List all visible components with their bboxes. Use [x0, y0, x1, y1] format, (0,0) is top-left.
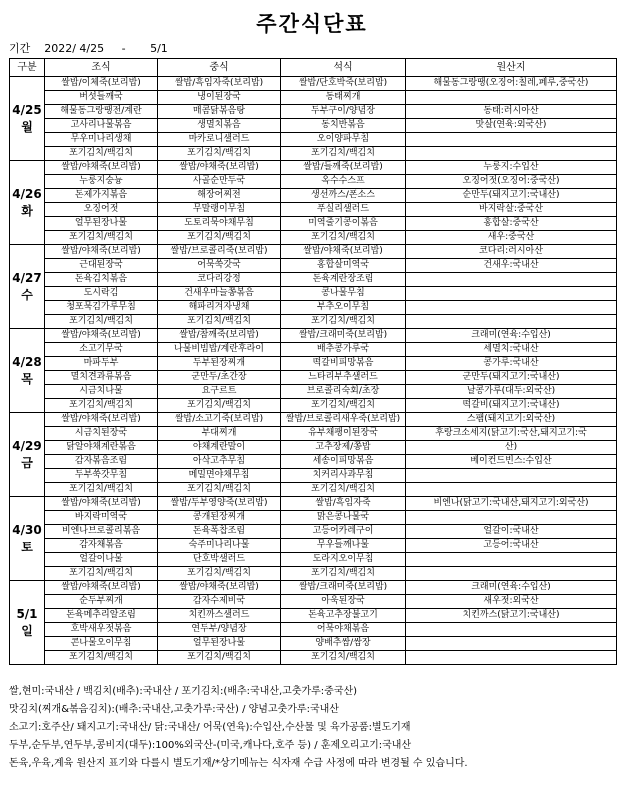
day-cell: [10, 161, 45, 245]
menu-row: [10, 357, 617, 371]
lunch-item: 마카로니샐러드: [158, 133, 281, 147]
dinner-item: 배추콩가루국: [281, 343, 406, 357]
dinner-item: 포기김치/백김치: [281, 483, 406, 497]
day-cell: [10, 581, 45, 665]
origin-item: 바지락살:중국산: [406, 203, 617, 217]
menu-row: [10, 581, 617, 595]
dinner-item: 쌀밥/크래미죽(보리밥): [281, 329, 406, 343]
dinner-item: 동치반볶음: [281, 119, 406, 133]
origin-item: 크래미(연육:수입산): [406, 329, 617, 343]
dinner-item: 양배추쌈/쌈장: [281, 637, 406, 651]
lunch-item: 두부된장찌개: [158, 357, 281, 371]
breakfast-item: 쌀밥/야채죽(보리밥): [45, 245, 158, 259]
day-cell: [10, 329, 45, 413]
origin-item: [406, 567, 617, 581]
breakfast-item: 포기김치/백김치: [45, 147, 158, 161]
dinner-item: 맑은콩나물국: [281, 511, 406, 525]
menu-table: [9, 58, 617, 665]
day-date: 4/30: [12, 522, 42, 537]
breakfast-item: 돈육메추리알조림: [45, 609, 158, 623]
header-dinner: 석식: [281, 59, 406, 77]
origin-item: 해물동그랑땡(오징어:칠레,페루,중국산): [406, 77, 617, 91]
breakfast-item: 근대된장국: [45, 259, 158, 273]
lunch-item: 단호박샐러드: [158, 553, 281, 567]
day-date: 4/28: [12, 354, 42, 369]
dinner-item: 생선까스/폰소스: [281, 189, 406, 203]
breakfast-item: 두부쑥갓무침: [45, 469, 158, 483]
breakfast-item: 고사리나물볶음: [45, 119, 158, 133]
origin-item: 코다리:러시아산: [406, 245, 617, 259]
day-weekday: 일: [21, 623, 33, 638]
dinner-item: 포기김치/백김치: [281, 231, 406, 245]
note-line: 맛김치(찌개&볶음김치):(배추:국내산,고춧가루:국산) / 양념고춧가루:국내산: [9, 704, 339, 715]
day-date: 4/25: [12, 102, 42, 117]
origin-item: [406, 147, 617, 161]
origin-item: 크래미(연육:수입산): [406, 581, 617, 595]
menu-row: [10, 175, 617, 189]
menu-row: [10, 413, 617, 427]
breakfast-item: 비엔나브로콜리볶음: [45, 525, 158, 539]
lunch-item: 쌀밥/참깨죽(보리밥): [158, 329, 281, 343]
dinner-item: 포기김치/백김치: [281, 651, 406, 665]
breakfast-item: 소고기무국: [45, 343, 158, 357]
menu-row: [10, 623, 617, 637]
origin-item: 누룽지:수입산: [406, 161, 617, 175]
breakfast-item: 무우미나리생채: [45, 133, 158, 147]
menu-row: [10, 567, 617, 581]
lunch-item: 해파리겨자냉채: [158, 301, 281, 315]
lunch-item: 포기김치/백김치: [158, 567, 281, 581]
dinner-item: 부추오이무침: [281, 301, 406, 315]
lunch-item: 치킨까스샐러드: [158, 609, 281, 623]
note-line: 두부,순두부,연두부,콩비지(대두):100%외국산-(미국,캐나다,호주 등) / 훈제오리고기:국내산: [9, 740, 412, 751]
menu-row: [10, 385, 617, 399]
page-title: 주간식단표: [256, 12, 368, 36]
breakfast-item: 포기김치/백김치: [45, 315, 158, 329]
menu-row: [10, 343, 617, 357]
breakfast-item: 시금치된장국: [45, 427, 158, 441]
breakfast-item: 포기김치/백김치: [45, 483, 158, 497]
origin-item: 군만두(돼지고기:국내산): [406, 371, 617, 385]
origin-item: 세멸치:국내산: [406, 343, 617, 357]
menu-row: [10, 77, 617, 91]
dinner-item: 쌀밥/단호박죽(보리밥): [281, 77, 406, 91]
day-weekday: 화: [21, 203, 33, 218]
origin-item: 고등어:국내산: [406, 539, 617, 553]
dinner-item: 쌀밥/들깨죽(보리밥): [281, 161, 406, 175]
menu-row: [10, 469, 617, 483]
menu-row: [10, 455, 617, 469]
menu-row: [10, 595, 617, 609]
menu-row: [10, 553, 617, 567]
lunch-item: 냉이된장국: [158, 91, 281, 105]
breakfast-item: 포기김치/백김치: [45, 399, 158, 413]
dinner-item: 무우들깨나물: [281, 539, 406, 553]
header-origin: 원산지: [406, 59, 617, 77]
origin-item: 떡갈비(돼지고기:국내산): [406, 399, 617, 413]
menu-row: [10, 497, 617, 511]
origin-item: 홍합살:중국산: [406, 217, 617, 231]
dinner-item: 고추장제/쫑밥: [281, 441, 406, 455]
origin-item: [406, 623, 617, 637]
menu-row: [10, 483, 617, 497]
lunch-item: 부대찌개: [158, 427, 281, 441]
menu-row: [10, 315, 617, 329]
breakfast-item: 감자채볶음: [45, 539, 158, 553]
menu-row: [10, 259, 617, 273]
origin-item: [406, 301, 617, 315]
menu-row: [10, 427, 617, 441]
dinner-item: 옥수수스프: [281, 175, 406, 189]
day-cell: [10, 497, 45, 581]
day-cell: [10, 413, 45, 497]
menu-row: [10, 273, 617, 287]
header-breakfast: 조식: [45, 59, 158, 77]
breakfast-item: 멸치견과류볶음: [45, 371, 158, 385]
lunch-item: 아삭고추무침: [158, 455, 281, 469]
note-line: 소고기:호주산/ 돼지고기:국내산/ 닭:국내산/ 어묵(연육):수입산,수산물 및 육가공품:별도기재: [9, 722, 411, 733]
header-lunch: 중식: [158, 59, 281, 77]
menu-row: [10, 371, 617, 385]
dinner-item: 아욱된장국: [281, 595, 406, 609]
dinner-item: 포기김치/백김치: [281, 315, 406, 329]
origin-item: 새우젓:외국산: [406, 595, 617, 609]
menu-row: [10, 651, 617, 665]
lunch-item: 쌀밥/야채죽(보리밥): [158, 161, 281, 175]
dinner-item: 콩나물무침: [281, 287, 406, 301]
notes: [9, 683, 616, 773]
dinner-item: 떡갈비피망볶음: [281, 357, 406, 371]
lunch-item: 쌀밥/소고기죽(보리밥): [158, 413, 281, 427]
dinner-item: 동태찌개: [281, 91, 406, 105]
dinner-item: 고등어카레구이: [281, 525, 406, 539]
dinner-item: 푸실리샐러드: [281, 203, 406, 217]
lunch-item: 메밀면야채무침: [158, 469, 281, 483]
origin-item: 베이컨드빈스:수입산: [406, 455, 617, 469]
note-line: 쌀,현미:국내산 / 백김치(배추):국내산 / 포기김치:(배추:국내산,고춧가루:중국산): [9, 686, 358, 697]
breakfast-item: 얼무된장나물: [45, 217, 158, 231]
origin-item: [406, 483, 617, 497]
dinner-item: 쌀밥/야채죽(보리밥): [281, 245, 406, 259]
breakfast-item: 쌀밥/이체죽(보리밥): [45, 77, 158, 91]
dinner-item: 느타리부추샐러드: [281, 371, 406, 385]
breakfast-item: 해물동그랑땡전/계란: [45, 105, 158, 119]
lunch-item: 매콤닭볶음탕: [158, 105, 281, 119]
origin-item: 새우:중국산: [406, 231, 617, 245]
lunch-item: 포기김치/백김치: [158, 651, 281, 665]
dinner-item: 쌀밥/흑임자죽: [281, 497, 406, 511]
origin-item: 동태:러시아산: [406, 105, 617, 119]
dinner-item: 쌀밥/크래미죽(보리밥): [281, 581, 406, 595]
menu-row: [10, 539, 617, 553]
breakfast-item: 마파두부: [45, 357, 158, 371]
menu-row: [10, 189, 617, 203]
lunch-item: 포기김치/백김치: [158, 315, 281, 329]
lunch-item: 나물비빔밥/계란후라이: [158, 343, 281, 357]
menu-row: [10, 161, 617, 175]
breakfast-item: 쌀밥/야채죽(보리밥): [45, 329, 158, 343]
menu-row: [10, 511, 617, 525]
breakfast-item: 쌀밥/야채죽(보리밥): [45, 497, 158, 511]
day-weekday: 목: [21, 371, 33, 386]
dinner-item: 포기김치/백김치: [281, 399, 406, 413]
day-date: 5/1: [16, 606, 38, 621]
lunch-item: 쌀밥/브로콜리죽(보리밥): [158, 245, 281, 259]
dinner-item: 어묵야채볶음: [281, 623, 406, 637]
lunch-item: 생멸치볶음: [158, 119, 281, 133]
dinner-item: 홍합살미역국: [281, 259, 406, 273]
dinner-item: 도라지오이무침: [281, 553, 406, 567]
menu-row: [10, 609, 617, 623]
breakfast-item: 감자볶음조림: [45, 455, 158, 469]
breakfast-item: 콘나물오이무침: [45, 637, 158, 651]
origin-item: [406, 91, 617, 105]
breakfast-item: 호박새우젓볶음: [45, 623, 158, 637]
origin-item: [406, 651, 617, 665]
origin-item: [406, 469, 617, 483]
day-date: 4/29: [12, 438, 42, 453]
dinner-item: 유부채팽이된장국: [281, 427, 406, 441]
breakfast-item: 포기김치/백김치: [45, 651, 158, 665]
day-date: 4/26: [12, 186, 42, 201]
day-weekday: 수: [21, 287, 33, 302]
header-category: 구분: [10, 59, 45, 77]
origin-item: [406, 511, 617, 525]
dinner-item: 브로콜리숙회/초장: [281, 385, 406, 399]
breakfast-item: 포기김치/백김치: [45, 231, 158, 245]
origin-item: [406, 133, 617, 147]
lunch-item: 콩개된장찌개: [158, 511, 281, 525]
origin-item: 날콩가루(대두:외국산): [406, 385, 617, 399]
lunch-item: 코다리강정: [158, 273, 281, 287]
lunch-item: 포기김치/백김치: [158, 399, 281, 413]
lunch-item: 포기김치/백김치: [158, 231, 281, 245]
lunch-item: 해장어찌전: [158, 189, 281, 203]
lunch-item: 무말랭이무침: [158, 203, 281, 217]
lunch-item: 어묵쑥갓국: [158, 259, 281, 273]
origin-item: 건새우:국내산: [406, 259, 617, 273]
dinner-item: 오이양파무침: [281, 133, 406, 147]
origin-item: 콩가루:국내산: [406, 357, 617, 371]
lunch-item: 건새우마늘쫑볶음: [158, 287, 281, 301]
breakfast-item: 오징어젓: [45, 203, 158, 217]
menu-row: [10, 301, 617, 315]
lunch-item: 감자수제비국: [158, 595, 281, 609]
breakfast-item: 돈육김치볶음: [45, 273, 158, 287]
menu-row: [10, 133, 617, 147]
lunch-item: 숙주미나리나물: [158, 539, 281, 553]
origin-item: 후랑크소세지(닭고기:국산,돼지고기:국: [406, 427, 617, 441]
breakfast-item: 얼갈이나물: [45, 553, 158, 567]
origin-item: [406, 637, 617, 651]
lunch-item: 쌀밥/흑임자죽(보리밥): [158, 77, 281, 91]
menu-row: [10, 105, 617, 119]
menu-row: [10, 231, 617, 245]
lunch-item: 쌀밥/야채죽(보리밥): [158, 581, 281, 595]
origin-item: [406, 287, 617, 301]
dinner-item: 두부구이/양념장: [281, 105, 406, 119]
breakfast-item: 시금치나물: [45, 385, 158, 399]
menu-row: [10, 287, 617, 301]
period-label: 기간 2022/ 4/25 - 5/1: [9, 42, 168, 55]
lunch-item: 사골순만두국: [158, 175, 281, 189]
lunch-item: 군만두/초간장: [158, 371, 281, 385]
menu-row: [10, 91, 617, 105]
breakfast-item: 버섯들깨국: [45, 91, 158, 105]
origin-item: 산): [406, 441, 617, 455]
menu-row: [10, 441, 617, 455]
day-cell: [10, 77, 45, 161]
origin-item: 스팸(돼지고기:외국산): [406, 413, 617, 427]
day-weekday: 토: [21, 539, 33, 554]
origin-item: 순만두(돼지고기:국내산): [406, 189, 617, 203]
menu-row: [10, 203, 617, 217]
breakfast-item: 쌀밥/야채죽(보리밥): [45, 413, 158, 427]
day-cell: [10, 245, 45, 329]
menu-row: [10, 245, 617, 259]
menu-row: [10, 147, 617, 161]
dinner-item: 포기김치/백김치: [281, 567, 406, 581]
breakfast-item: 도시락김: [45, 287, 158, 301]
breakfast-item: 바지락미역국: [45, 511, 158, 525]
lunch-item: 포기김치/백김치: [158, 483, 281, 497]
day-weekday: 월: [21, 119, 33, 134]
origin-item: 맛살(연육:외국산): [406, 119, 617, 133]
lunch-item: 포기김치/백김치: [158, 147, 281, 161]
dinner-item: 쌀밥/브로콜리새우죽(보리밥): [281, 413, 406, 427]
origin-item: 비엔나(닭고기:국내산,돼지고기:외국산): [406, 497, 617, 511]
menu-row: [10, 217, 617, 231]
dinner-item: 치커리사과무침: [281, 469, 406, 483]
dinner-item: 돈육고추장불고기: [281, 609, 406, 623]
origin-item: [406, 315, 617, 329]
origin-item: [406, 273, 617, 287]
breakfast-item: 포기김치/백김치: [45, 567, 158, 581]
note-line: 돈육,우육,계육 원산지 표기와 다를시 별도기재/*상기메뉴는 식자재 수급 사정에 따라 변경될 수 있습니다.: [9, 758, 468, 769]
menu-row: [10, 329, 617, 343]
breakfast-item: 쌀밥/야채죽(보리밥): [45, 581, 158, 595]
dinner-item: 세송이피망볶음: [281, 455, 406, 469]
dinner-item: 미역줄기콩이볶음: [281, 217, 406, 231]
day-date: 4/27: [12, 270, 42, 285]
header-row: [10, 59, 617, 77]
breakfast-item: 순두부찌개: [45, 595, 158, 609]
menu-row: [10, 637, 617, 651]
lunch-item: 연두부/양념장: [158, 623, 281, 637]
breakfast-item: 청포묵김가루무침: [45, 301, 158, 315]
dinner-item: 돈육계란장조림: [281, 273, 406, 287]
lunch-item: 돈육폭찹조림: [158, 525, 281, 539]
menu-row: [10, 399, 617, 413]
origin-item: 치킨까스(닭고기:국내산): [406, 609, 617, 623]
dinner-item: 포기김치/백김치: [281, 147, 406, 161]
day-weekday: 금: [21, 455, 33, 470]
lunch-item: 요구르트: [158, 385, 281, 399]
lunch-item: 쌀밥/두부영양죽(보리밥): [158, 497, 281, 511]
lunch-item: 야채계란말이: [158, 441, 281, 455]
origin-item: [406, 553, 617, 567]
breakfast-item: 닭알야채계란볶음: [45, 441, 158, 455]
lunch-item: 도토리묵야채무침: [158, 217, 281, 231]
origin-item: 얼갈이:국내산: [406, 525, 617, 539]
breakfast-item: 쌀밥/야채죽(보리밥): [45, 161, 158, 175]
origin-item: 오징어젓(오징어:중국산): [406, 175, 617, 189]
menu-row: [10, 119, 617, 133]
lunch-item: 얼무된장나물: [158, 637, 281, 651]
menu-row: [10, 525, 617, 539]
breakfast-item: 누룽지숭늉: [45, 175, 158, 189]
breakfast-item: 돈제가지볶음: [45, 189, 158, 203]
